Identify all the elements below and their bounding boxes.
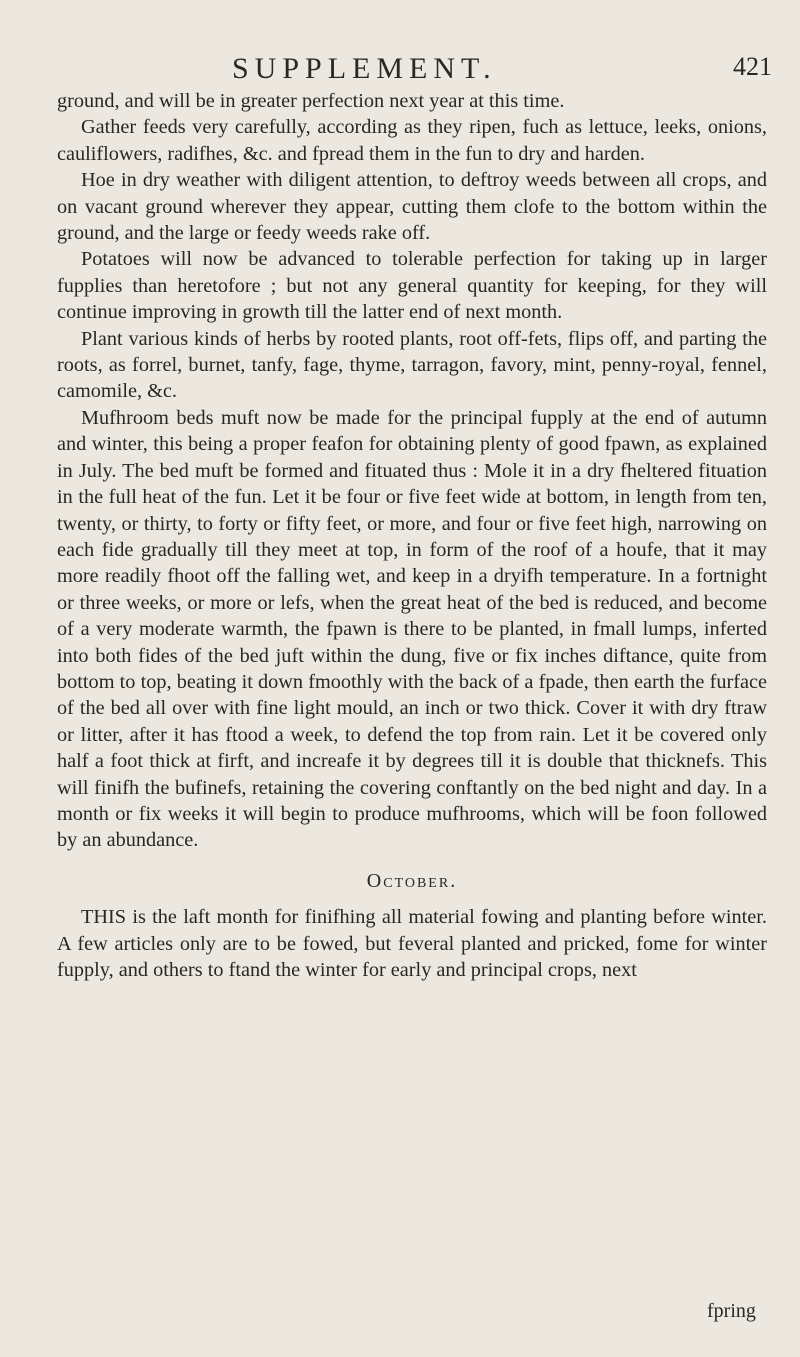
paragraph: Potatoes will now be advanced to tolerable perfection for taking up in larger fupplies than heretofore ; but not any general quantity for keeping, for they will continue improving in growth till the latter end of next month. xyxy=(57,248,767,324)
page-header xyxy=(0,52,800,92)
paragraph: Mufhroom beds muft now be made for the principal fupply at the end of autumn and winter, this being a proper feafon for obtaining plenty of good fpawn, as explained in July. The bed muft be formed and fituated thus : Mole it in a dry fheltered fituation in the full heat of the fun. Let it be four or five feet wide at bottom, in length from ten, twenty, or thirty, to forty or fifty feet, or more, and four or five feet high, narrowing on each fide gradually till they meet at top, in form of the roof of a houfe, that it may more readily fhoot off the falling wet, and keep in a dryifh temperature. In a fortnight or three weeks, or more or lefs, when the great heat of the bed is reduced, and become of a very moderate warmth, the fpawn is there to be planted, in fmall lumps, inferted into both fides of the bed juft within the dung, five or fix inches diftance, quite from bottom to top, beating it down fmoothly with the back of a fpade, then earth the furface of the bed all over with fine light mould, an inch or two thick. Cover it with dry ftraw or litter, after it has ftood a week, to defend the top from rain. Let it be covered only half a foot thick at firft, and increafe it by degrees till it is double that thicknefs. This will finifh the bufinefs, retaining the covering conftantly on the bed night and day. In a month or fix weeks it will begin to produce mufhrooms, which will be foon followed by an abundance. xyxy=(57,406,767,852)
page-number: 421 xyxy=(733,52,772,81)
body-text xyxy=(57,88,767,983)
section-heading: October. xyxy=(366,869,458,892)
paragraph: Gather feeds very carefully, according as they ripen, fuch as lettuce, leeks, onions, cauliflowers, radifhes, &c. and fpread them in the fun to dry and harden. xyxy=(57,116,767,165)
paragraph: THIS is the laft month for finifhing all material fowing and planting before winter. A few articles only are to be fowed, but feveral planted and pricked, fome for winter fupply, and others to ftand the winter for early and principal crops, next xyxy=(57,906,767,981)
paragraph: ground, and will be in greater perfection next year at this time. xyxy=(57,90,565,112)
catchword: fpring xyxy=(707,1300,756,1322)
running-head: SUPPLEMENT. xyxy=(232,52,497,85)
paragraph: Plant various kinds of herbs by rooted plants, root off-fets, flips off, and parting the roots, as forrel, burnet, tanfy, fage, thyme, tarragon, favory, mint, penny-royal, fennel, camomile, &c. xyxy=(57,327,767,403)
paragraph: Hoe in dry weather with diligent attention, to deftroy weeds between all crops, and on vacant ground wherever they appear, cutting them clofe to the bottom within the ground, and the large or feedy weeds rake off. xyxy=(57,169,767,245)
